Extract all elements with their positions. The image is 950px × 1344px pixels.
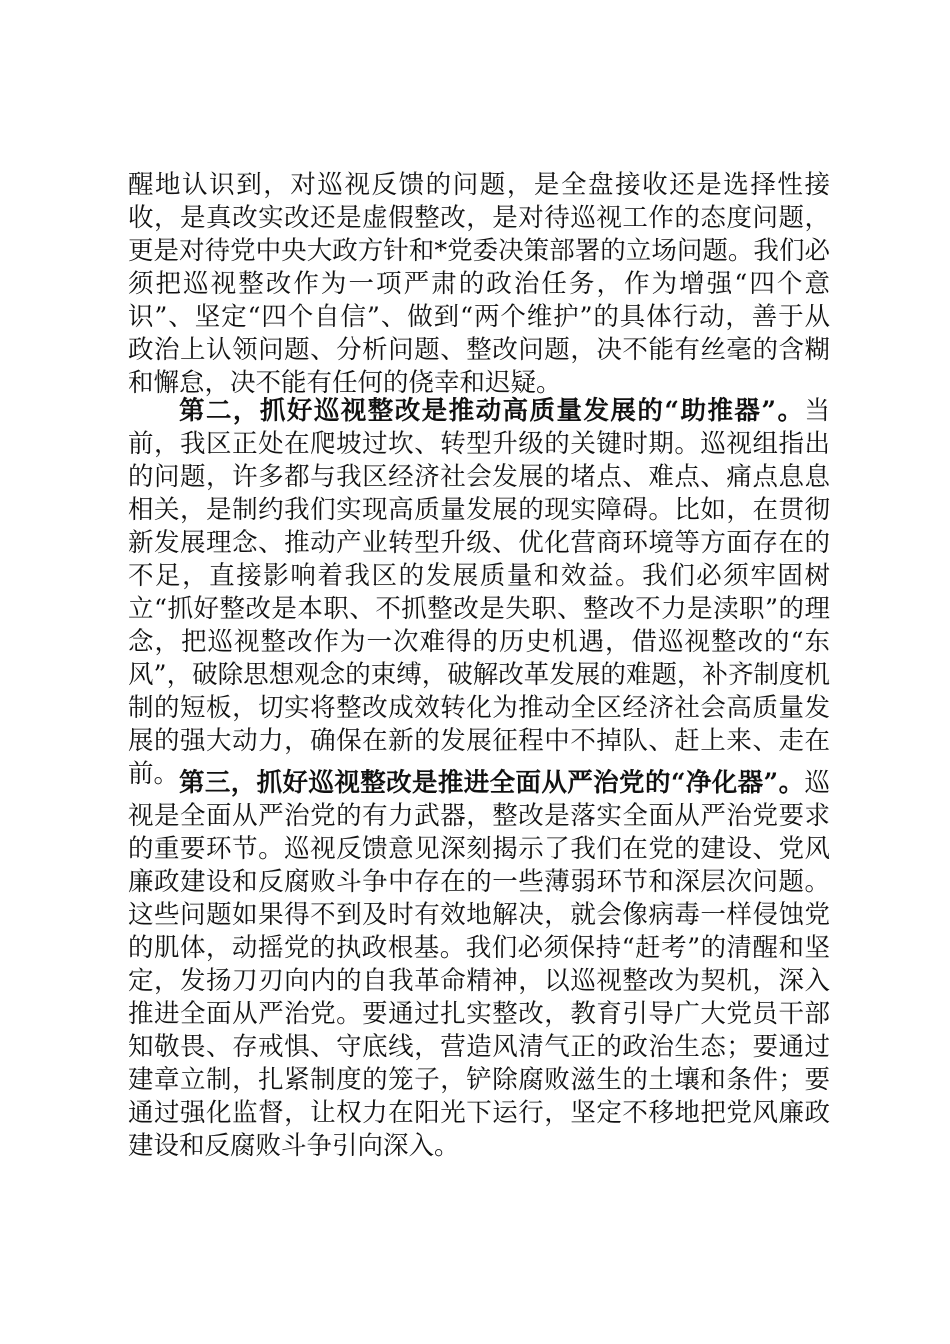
paragraph-text bbox=[128, 767, 830, 1163]
paragraph-third-point bbox=[128, 767, 830, 1163]
paragraph-body: 醒地认识到，对巡视反馈的问题，是全盘接收还是选择性接收，是真改实改还是虚假整改，是对待巡视工作的态度问题，更是对待党中央大政方针和*党委决策部署的立场问题。我们必须把巡视整改作为一项严肃的政治任务，作为增强“四个意识”、坚定“四个自信”、做到“两个维护”的具体行动，善于从政治上认领问题、分析问题、整改问题，决不能有丝毫的含糊和懈怠，决不能有任何的侥幸和迟疑。 bbox=[128, 170, 830, 398]
paragraph-text bbox=[128, 395, 830, 791]
paragraph-lead-heading: 第二，抓好巡视整改是推动高质量发展的“助推器”。 bbox=[179, 396, 805, 426]
paragraph-body: 巡视是全面从严治党的有力武器，整改是落实全面从严治党要求的重要环节。巡视反馈意见深刻揭示了我们在党的建设、党风廉政建设和反腐败斗争中存在的一些薄弱环节和深层次问题。这些问题如果得不到及时有效地解决，就会像病毒一样侵蚀党的肌体，动摇党的执政根基。我们必须保持“赶考”的清醒和坚定，发扬刀刃向内的自我革命精神，以巡视整改为契机，深入推进全面从严治党。要通过扎实整改，教育引导广大党员干部知敬畏、存戒惧、守底线，营造风清气正的政治生态；要通过建章立制，扎紧制度的笼子，铲除腐败滋生的土壤和条件；要通过强化监督，让权力在阳光下运行，坚定不移地把党风廉政建设和反腐败斗争引向深入。 bbox=[128, 768, 830, 1161]
paragraph-continuation bbox=[128, 169, 830, 400]
paragraph-lead-heading: 第三，抓好巡视整改是推进全面从严治党的“净化器”。 bbox=[179, 768, 805, 798]
paragraph-second-point bbox=[128, 395, 830, 791]
paragraph-body: 当前，我区正处在爬坡过坎、转型升级的关键时期。巡视组指出的问题，许多都与我区经济社会发展的堵点、难点、痛点息息相关，是制约我们实现高质量发展的现实障碍。比如，在贯彻新发展理念、推动产业转型升级、优化营商环境等方面存在的不足，直接影响着我区的发展质量和效益。我们必须牢固树立“抓好整改是本职、不抓整改是失职、整改不力是渎职”的理念，把巡视整改作为一次难得的历史机遇，借巡视整改的“东风”，破除思想观念的束缚，破解改革发展的难题，补齐制度机制的短板，切实将整改成效转化为推动全区经济社会高质量发展的强大动力，确保在新的发展征程中不掉队、赶上来、走在前。 bbox=[128, 396, 830, 789]
